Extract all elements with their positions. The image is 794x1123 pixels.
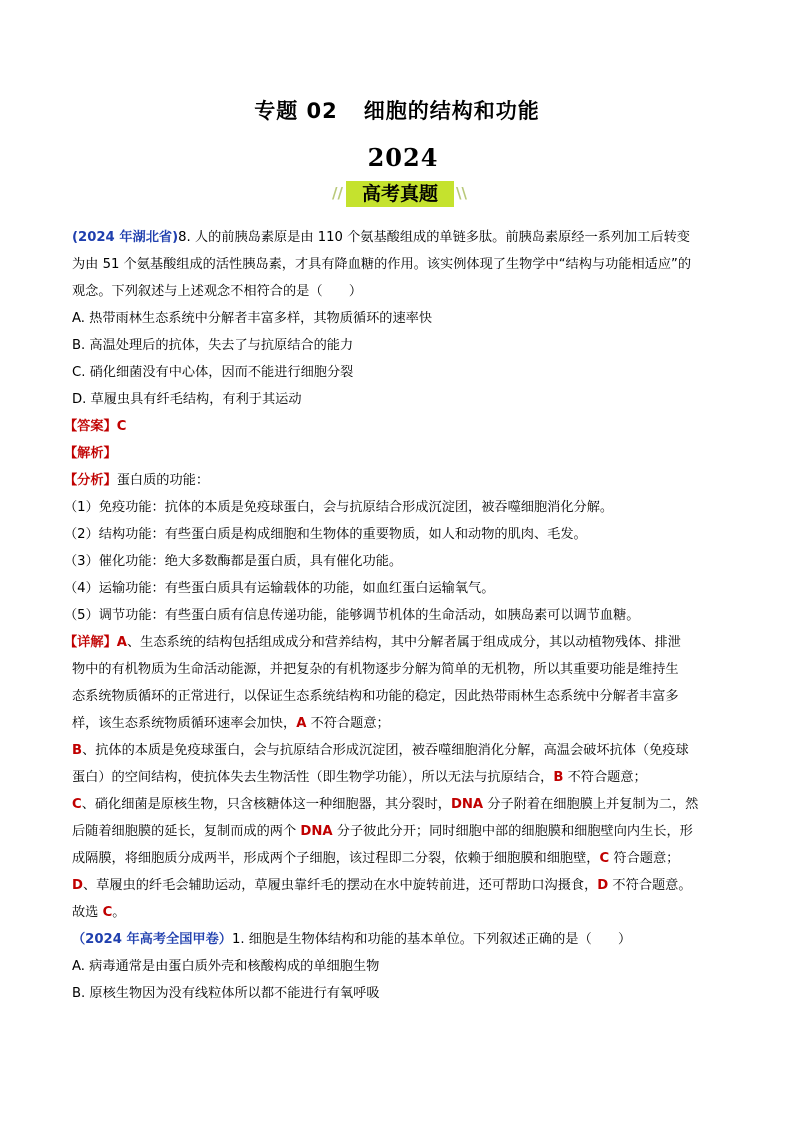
detail-c-line-3: 成隔膜，将细胞质分成两半，形成两个子细胞，该过程即二分裂，依赖于细胞膜和细胞壁，C 符合题意； (72, 851, 680, 866)
detail-a-line-4: 样，该生态系统物质循环速率会加快，A 不符合题意； (72, 716, 390, 731)
q2-option-b: B. 原核生物因为没有线粒体所以都不能进行有氧呼吸 (72, 986, 380, 1001)
q2-option-a: A. 病毒通常是由蛋白质外壳和核酸构成的单细胞生物 (72, 959, 380, 974)
q1-option-c: C. 硝化细菌没有中心体，因而不能进行细胞分裂 (72, 365, 354, 380)
q1-option-b: B. 高温处理后的抗体，失去了与抗原结合的能力 (72, 338, 354, 353)
q1-option-a: A. 热带雨林生态系统中分解者丰富多样，其物质循环的速率快 (72, 311, 433, 326)
function-immune: （1）免疫功能：抗体的本质是免疫球蛋白，会与抗原结合形成沉淀团，被吞噬细胞消化分解。 (64, 500, 614, 515)
title-topic-name: 细胞的结构和功能 (363, 99, 540, 123)
function-transport: （4）运输功能：有些蛋白质具有运输载体的功能，如血红蛋白运输氧气。 (64, 581, 495, 596)
analysis-label: 【解析】 (64, 446, 117, 461)
function-catalysis: （3）催化功能：绝大多数酶都是蛋白质，具有催化功能。 (64, 554, 403, 569)
q1-analysis-heading (64, 440, 724, 467)
detail-label: 【详解】 (64, 635, 117, 650)
q1-stem-line-2: 为由 51 个氨基酸组成的活性胰岛素，才具有降血糖的作用。该实例体现了生物学中“结构与功能相适应”的 (72, 257, 692, 272)
q1-answer (64, 413, 724, 440)
fenxi-label: 【分析】 (64, 473, 117, 488)
q2-stem: （2024 年高考全国甲卷）1. 细胞是生物体结构和功能的基本单位。下列叙述正确的是（ ） (72, 932, 632, 947)
q1-stem-line-1: (2024 年湖北省)8. 人的前胰岛素原是由 110 个氨基酸组成的单链多肽。前胰岛素原经一系列加工后转变 (72, 230, 690, 245)
function-structure: （2）结构功能：有些蛋白质是构成细胞和生物体的重要物质，如人和动物的肌肉、毛发。 (64, 527, 587, 542)
detail-b-line-1: B、抗体的本质是免疫球蛋白，会与抗原结合形成沉淀团，被吞噬细胞消化分解，高温会破坏抗体（免疫球 (72, 743, 689, 758)
conclusion: 故选 C。 (72, 905, 126, 920)
answer-value: C (116, 419, 127, 434)
detail-d-line-1: D、草履虫的纤毛会辅助运动，草履虫靠纤毛的摆动在水中旋转前进，还可帮助口沟摄食，D 不符合题意。 (72, 878, 692, 893)
title-topic-number: 专题 02 (254, 99, 338, 123)
answer-label: 【答案】 (64, 419, 117, 434)
page-title (0, 95, 794, 125)
q1-stem-line-3: 观念。下列叙述与上述观念不相符合的是（ ） (72, 284, 363, 299)
banner-left-slashes: // (332, 184, 343, 202)
question-content (64, 224, 724, 1007)
detail-c-line-1: C、硝化细菌是原核生物，只含核糖体这一种细胞器，其分裂时，DNA 分子附着在细胞膜上并复制为二，然 (72, 797, 699, 812)
q1-option-d: D. 草履虫具有纤毛结构，有利于其运动 (72, 392, 302, 407)
banner-right-slashes: \\ (456, 184, 467, 202)
q2-source: （2024 年高考全国甲卷） (72, 932, 232, 947)
year-heading: 2024 (367, 143, 439, 172)
function-regulation: （5）调节功能：有些蛋白质有信息传递功能，能够调节机体的生命活动，如胰岛素可以调节血糖。 (64, 608, 640, 623)
section-banner (332, 178, 468, 210)
detail-a-line-1: 【详解】A、生态系统的结构包括组成成分和营养结构，其中分解者属于组成成分，其以动植物残体、排泄 (64, 635, 681, 650)
q1-fenxi: 【分析】蛋白质的功能： (64, 473, 210, 488)
detail-a-line-3: 态系统物质循环的正常进行，以保证生态系统结构和功能的稳定，因此热带雨林生态系统中分解者丰富多 (72, 689, 679, 704)
detail-c-line-2: 后随着细胞膜的延长，复制而成的两个 DNA 分子彼此分开；同时细胞中部的细胞膜和细胞壁向内生长，形 (72, 824, 693, 839)
detail-a-line-2: 物中的有机物质为生命活动能源，并把复杂的有机物逐步分解为简单的无机物，所以其重要功能是维持生 (72, 662, 679, 677)
q1-source: (2024 年湖北省) (72, 230, 179, 245)
banner-label: 高考真题 (361, 183, 438, 205)
detail-b-line-2: 蛋白）的空间结构，使抗体失去生物活性（即生物学功能），所以无法与抗原结合，B 不符合题意； (72, 770, 647, 785)
